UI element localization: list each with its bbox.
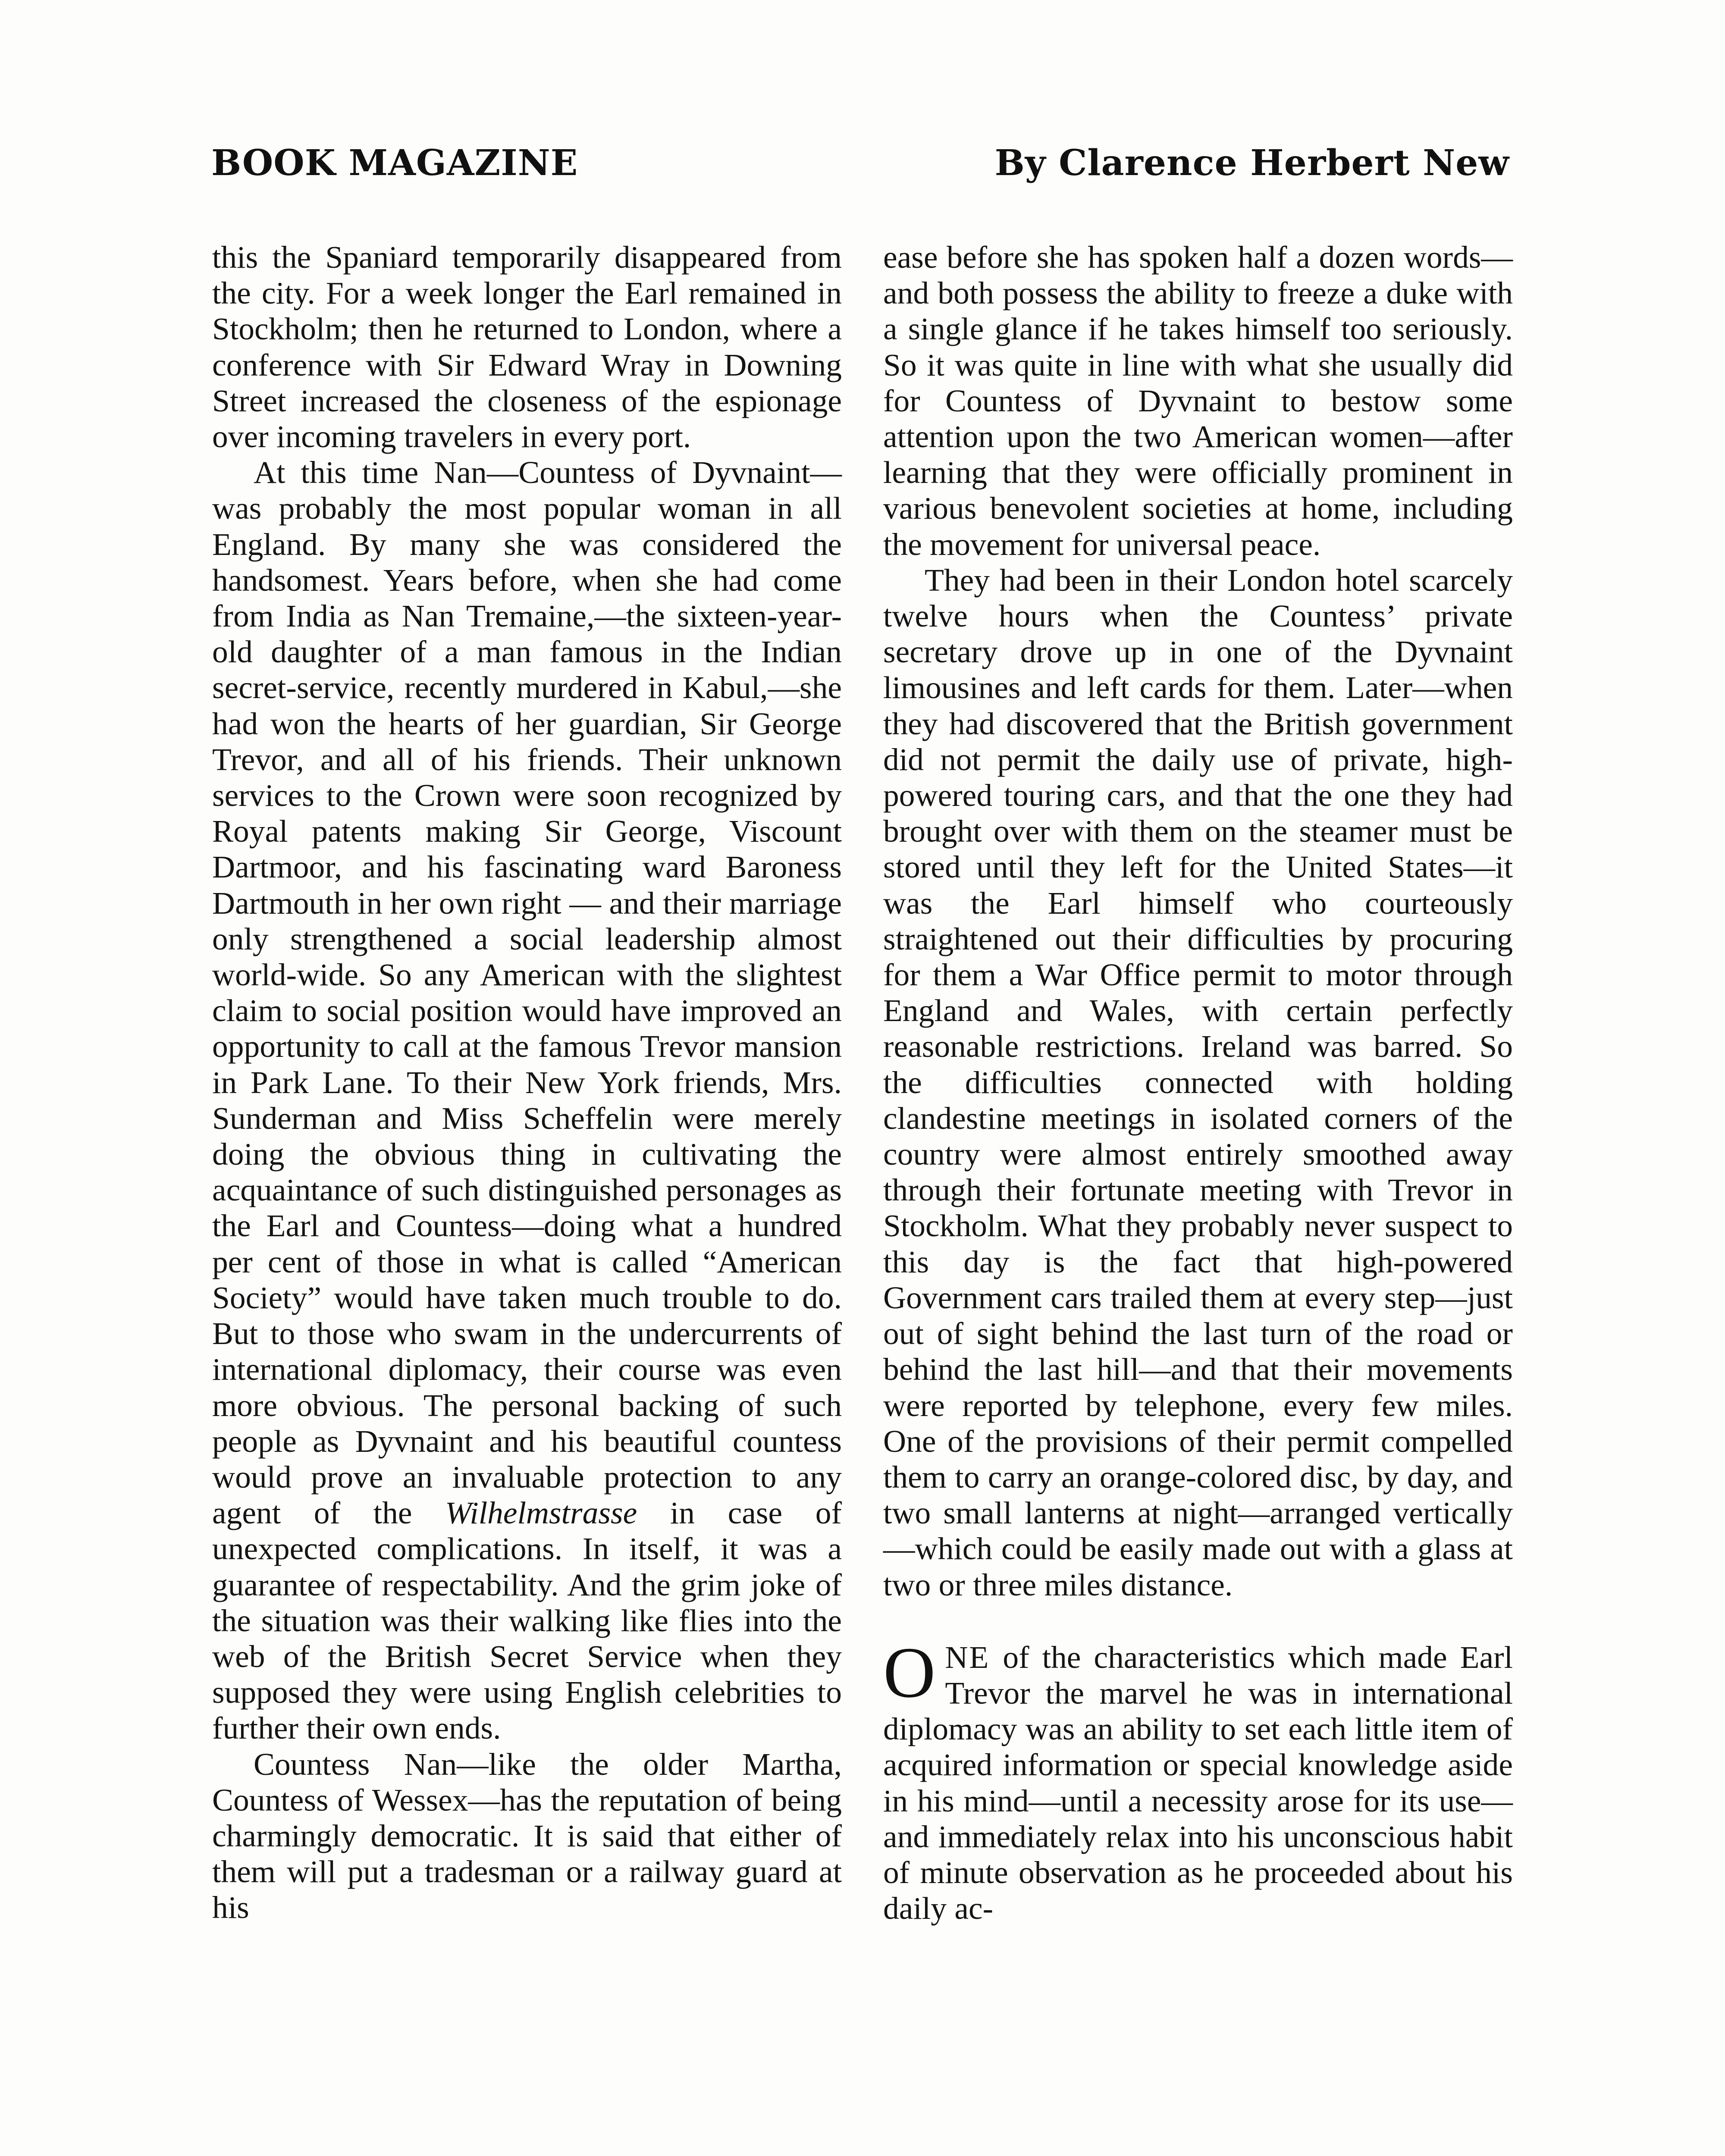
running-head	[211, 142, 1509, 194]
italic-term: Wilhelmstrasse	[445, 1495, 637, 1531]
drop-cap: O	[883, 1632, 936, 1713]
small-caps-word: NE	[945, 1639, 990, 1675]
paragraph: this the Spaniard temporarily disappeared from the city. For a week longer the Earl remained in Stockholm; then he returned to London, where a conference with Sir Edward Wray in Downing Street increased the closeness of the espionage over incoming travelers in every port.	[212, 240, 842, 454]
text-column-left	[212, 239, 842, 1926]
paragraph: They had been in their London hotel scarcely twelve hours when the Countess’ private secretary drove up in one of the Dyvnaint limousines and left cards for them. Later—when they had discovered that the British government did not permit the daily use of private, high-powered touring cars, and that the one they had brought over with them on the steamer must be stored until they left for the United States—it was the Earl himself who courteously straightened out their difficulties by procuring for them a War Office permit to motor through England and Wales, with certain perfectly reasonable restrictions. Ireland was barred. So the difficulties connected with holding clandestine meetings in isolated corners of the country were almost entirely smoothed away through their fortunate meeting with Trevor in Stockholm. What they probably never suspect to this day is the fact that high-powered Government cars trailed them at every step—just out of sight behind the last turn of the road or behind the last hill—and that their movements were reported by telephone, every few miles. One of the provisions of their permit compelled them to carry an orange-colored disc, by day, and two small lanterns at night—arranged vertically—which could be easily made out with a glass at two or three miles distance.	[883, 562, 1513, 1602]
paragraph	[212, 454, 842, 1746]
text-column-right	[883, 239, 1513, 1926]
paragraph-text: in case of unexpected complications. In itself, it was a guarantee of respectability. And the grim joke of the situation was their walking like flies into the web of the British Secret Service when they supposed they were using English celebrities to further their own ends.	[212, 1495, 842, 1746]
paragraph: Countess Nan—like the older Martha, Countess of Wessex—has the reputation of being charmingly democratic. It is said that either of them will put a tradesman or a railway guard at his	[212, 1746, 842, 1925]
paragraph: ease before she has spoken half a dozen words—and both possess the ability to freeze a duke with a single glance if he takes himself too seriously. So it was quite in line with what she usually did for Countess of Dyvnaint to bestow some attention upon the two American women—after learning that they were officially prominent in various benevolent societies at home, including the movement for universal peace.	[883, 240, 1513, 562]
section-opening-paragraph	[883, 1632, 1513, 1927]
paragraph-text: At this time Nan—Countess of Dyvnaint—was probably the most popular woman in all England. By many she was considered the handsomest. Years before, when she had come from India as Nan Tremaine,—the sixteen-year-old daughter of a man famous in the Indian secret-service, recently murdered in Kabul,—she had won the hearts of her guardian, Sir George Trevor, and all of his friends. Their unknown services to the Crown were soon recognized by Royal patents making Sir George, Viscount Dartmoor, and his fascinating ward Baroness Dartmouth in her own right — and their marriage only strengthened a social leadership almost world-wide. So any American with the slightest claim to social position would have improved an opportunity to call at the famous Trevor mansion in Park Lane. To their New York friends, Mrs. Sunderman and Miss Scheffelin were merely doing the obvious thing in cultivating the acquaintance of such distinguished personages as the Earl and Countess—doing what a hundred per cent of those in what is called “American Society” would have taken much trouble to do. But to those who swam in the undercurrents of international diplomacy, their course was even more obvious. The personal backing of such people as Dyvnaint and his beautiful countess would prove an invaluable protection to any agent of the	[212, 455, 842, 1531]
paragraph-text: of the characteristics which made Earl Trevor the marvel he was in international diplomacy was an ability to set each little item of acquired information or special knowledge aside in his mind—until a necessity arose for its use—and immediately relax into his unconscious habit of minute observation as he proceeded about his daily ac-	[883, 1639, 1513, 1926]
magazine-title: BOOK MAGAZINE	[211, 142, 578, 184]
author-byline: By Clarence Herbert New	[994, 142, 1509, 184]
